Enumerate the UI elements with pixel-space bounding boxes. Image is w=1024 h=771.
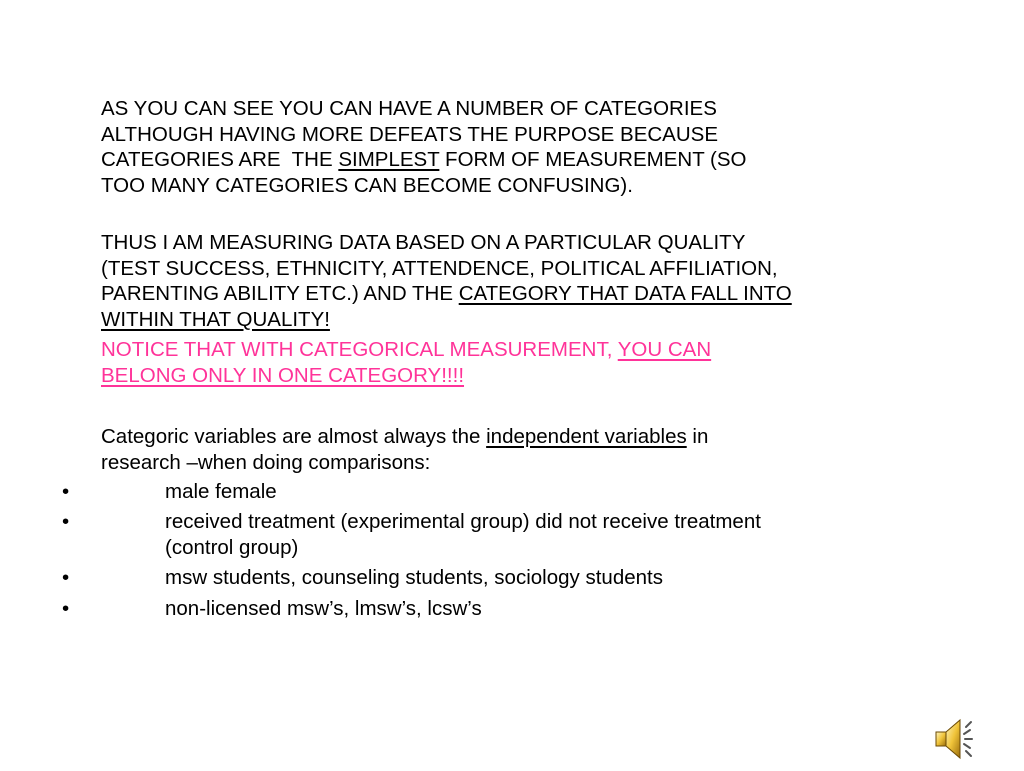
text-line: (TEST SUCCESS, ETHNICITY, ATTENDENCE, POLITICAL AFFILIATION, <box>101 256 778 280</box>
bullet-text: msw students, counseling students, sociology students <box>165 566 663 589</box>
speaker-sound-icon[interactable] <box>926 710 982 766</box>
text-segment: in <box>686 425 709 448</box>
text-line: AS YOU CAN SEE YOU CAN HAVE A NUMBER OF CATEGORIES <box>101 97 717 120</box>
underlined-you-can: YOU CAN <box>617 338 712 361</box>
text-line: ALTHOUGH HAVING MORE DEFEATS THE PURPOSE BECAUSE <box>101 122 719 146</box>
paragraph-measuring-quality <box>101 230 981 332</box>
text-line: BELONG ONLY IN ONE CATEGORY!!!! <box>101 363 465 387</box>
text-line: (control group) <box>165 535 299 559</box>
bullet-text: non-licensed msw’s, lmsw’s, lcsw’s <box>165 597 482 620</box>
text-line: research –when doing comparisons: <box>101 450 431 474</box>
text-line <box>101 147 981 173</box>
text-line: WITHIN THAT QUALITY! <box>101 307 330 331</box>
bullet-marker: • <box>62 480 70 503</box>
underlined-category-phrase: CATEGORY THAT DATA FALL INTO <box>458 282 792 305</box>
text-segment: FORM OF MEASUREMENT (SO <box>439 148 747 171</box>
bullet-marker: • <box>62 510 70 533</box>
bullet-marker: • <box>62 597 70 620</box>
underlined-independent-variables: independent variables <box>486 425 687 448</box>
text-line: TOO MANY CATEGORIES CAN BECOME CONFUSING). <box>101 173 633 197</box>
text-segment: NOTICE THAT WITH CATEGORICAL MEASUREMENT, <box>101 338 618 361</box>
bullet-marker: • <box>62 566 70 589</box>
bullet-text <box>165 509 965 560</box>
text-line <box>101 281 981 307</box>
underlined-simplest: SIMPLEST <box>338 148 440 171</box>
text-segment: Categoric variables are almost always the <box>101 425 487 448</box>
text-line: received treatment (experimental group) did not receive treatment <box>165 510 761 533</box>
paragraph-categories-intro <box>101 96 981 198</box>
bullet-text: male female <box>165 480 277 503</box>
paragraph-categoric-variables <box>101 424 981 475</box>
text-segment: PARENTING ABILITY ETC.) AND THE <box>101 282 459 305</box>
paragraph-notice-pink <box>101 337 981 388</box>
text-line <box>101 337 981 363</box>
text-segment: CATEGORIES ARE THE <box>101 148 339 171</box>
text-line: THUS I AM MEASURING DATA BASED ON A PARTICULAR QUALITY <box>101 231 746 254</box>
text-line <box>101 424 981 450</box>
